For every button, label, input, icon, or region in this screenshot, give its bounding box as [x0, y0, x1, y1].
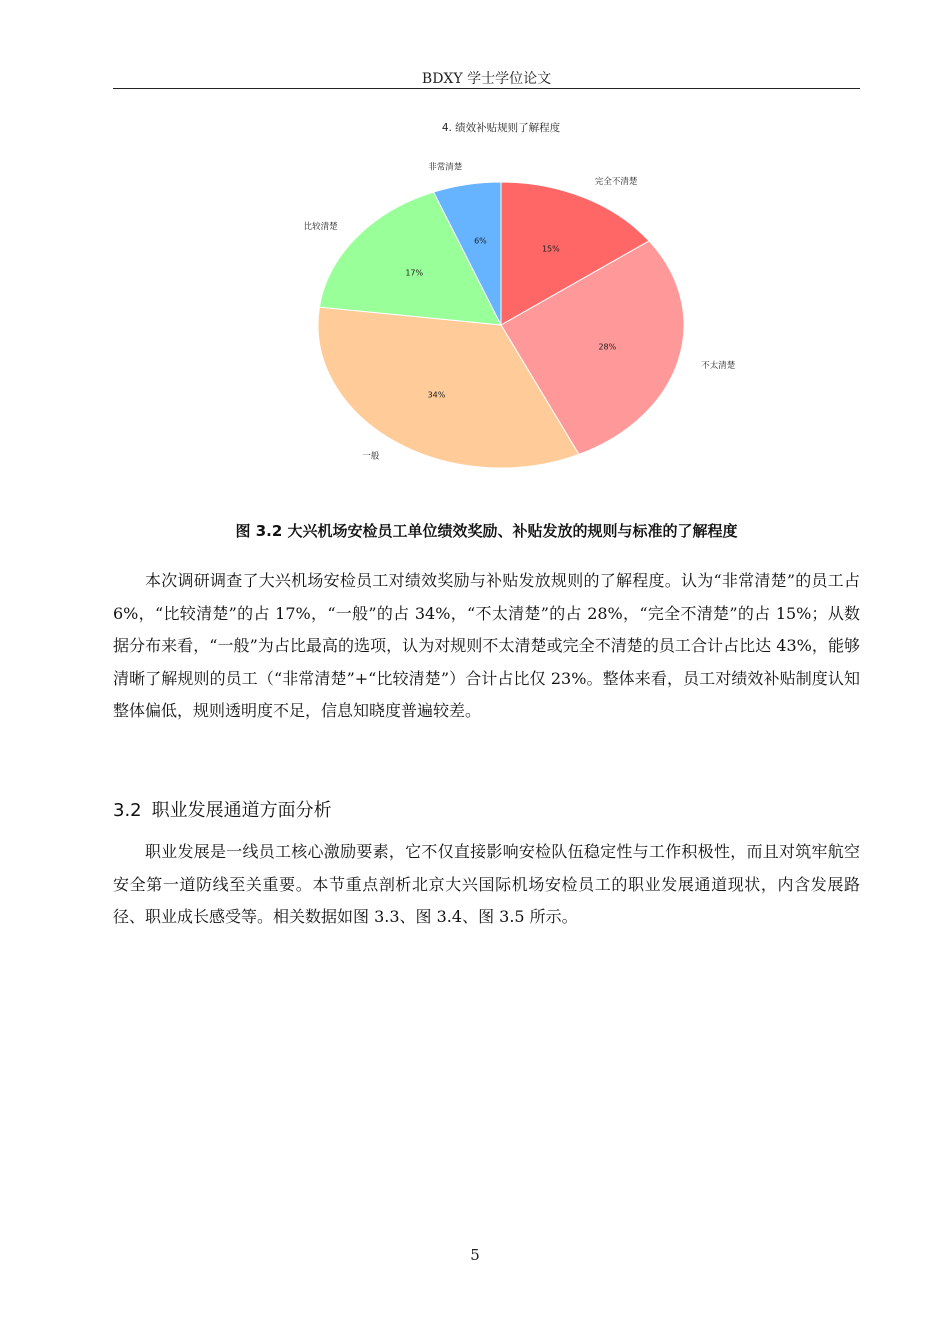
pie-category-label-2: 一般	[362, 451, 380, 462]
pie-category-label-1: 不太清楚	[701, 361, 736, 372]
section-title: 职业发展通道方面分析	[151, 800, 332, 821]
pie-category-label-0: 完全不清楚	[594, 177, 638, 188]
figure-caption: 图 3.2 大兴机场安检员工单位绩效奖励、补贴发放的规则与标准的了解程度	[235, 522, 738, 540]
pie-pct-label-3: 17%	[405, 268, 424, 278]
pie-pct-label-1: 28%	[598, 342, 617, 352]
body-paragraph-2: 职业发展是一线员工核心激励要素，它不仅直接影响安检队伍稳定性与工作积极性，而且对筑牢航空安全第一道防线至关重要。本节重点剖析北京大兴国际机场安检员工的职业发展通道现状，内含发展路径、职业成长感受等。相关数据如图 3.3、图 3.4、图 3.5 所示。	[113, 842, 860, 926]
chart-title: 4. 绩效补贴规则了解程度	[441, 122, 561, 134]
pie-pct-label-2: 34%	[427, 390, 446, 400]
pie-pct-label-0: 15%	[541, 244, 560, 254]
page-header: BDXY 学士学位论文	[421, 71, 552, 87]
pie-category-label-4: 非常清楚	[428, 162, 463, 173]
section-heading	[113, 796, 332, 822]
body-paragraph-1: 本次调研调查了大兴机场安检员工对绩效奖励与补贴发放规则的了解程度。认为“非常清楚”的员工占 6%，“比较清楚”的占 17%，“一般”的占 34%，“不太清楚”的占 28%，“完全不清楚”的占 15%；从数据分布来看，“一般”为占比最高的选项，认为对规则不太清楚或完全不清楚的员工合计占比达 43%，能够清晰了解规则的员工（“非常清楚”+“比较清楚”）合计占比仅 23%。整体来看，员工对绩效补贴制度认知整体偏低，规则透明度不足，信息知晓度普遍较差。	[113, 571, 860, 720]
header-rule	[113, 88, 860, 89]
pie-chart-svg	[270, 108, 736, 508]
section-number: 3.2	[113, 800, 142, 821]
pie-pct-label-4: 6%	[474, 236, 487, 246]
page-number: 5	[470, 1246, 480, 1264]
pie-chart	[270, 108, 736, 508]
pie-category-label-3: 比较清楚	[303, 221, 338, 232]
